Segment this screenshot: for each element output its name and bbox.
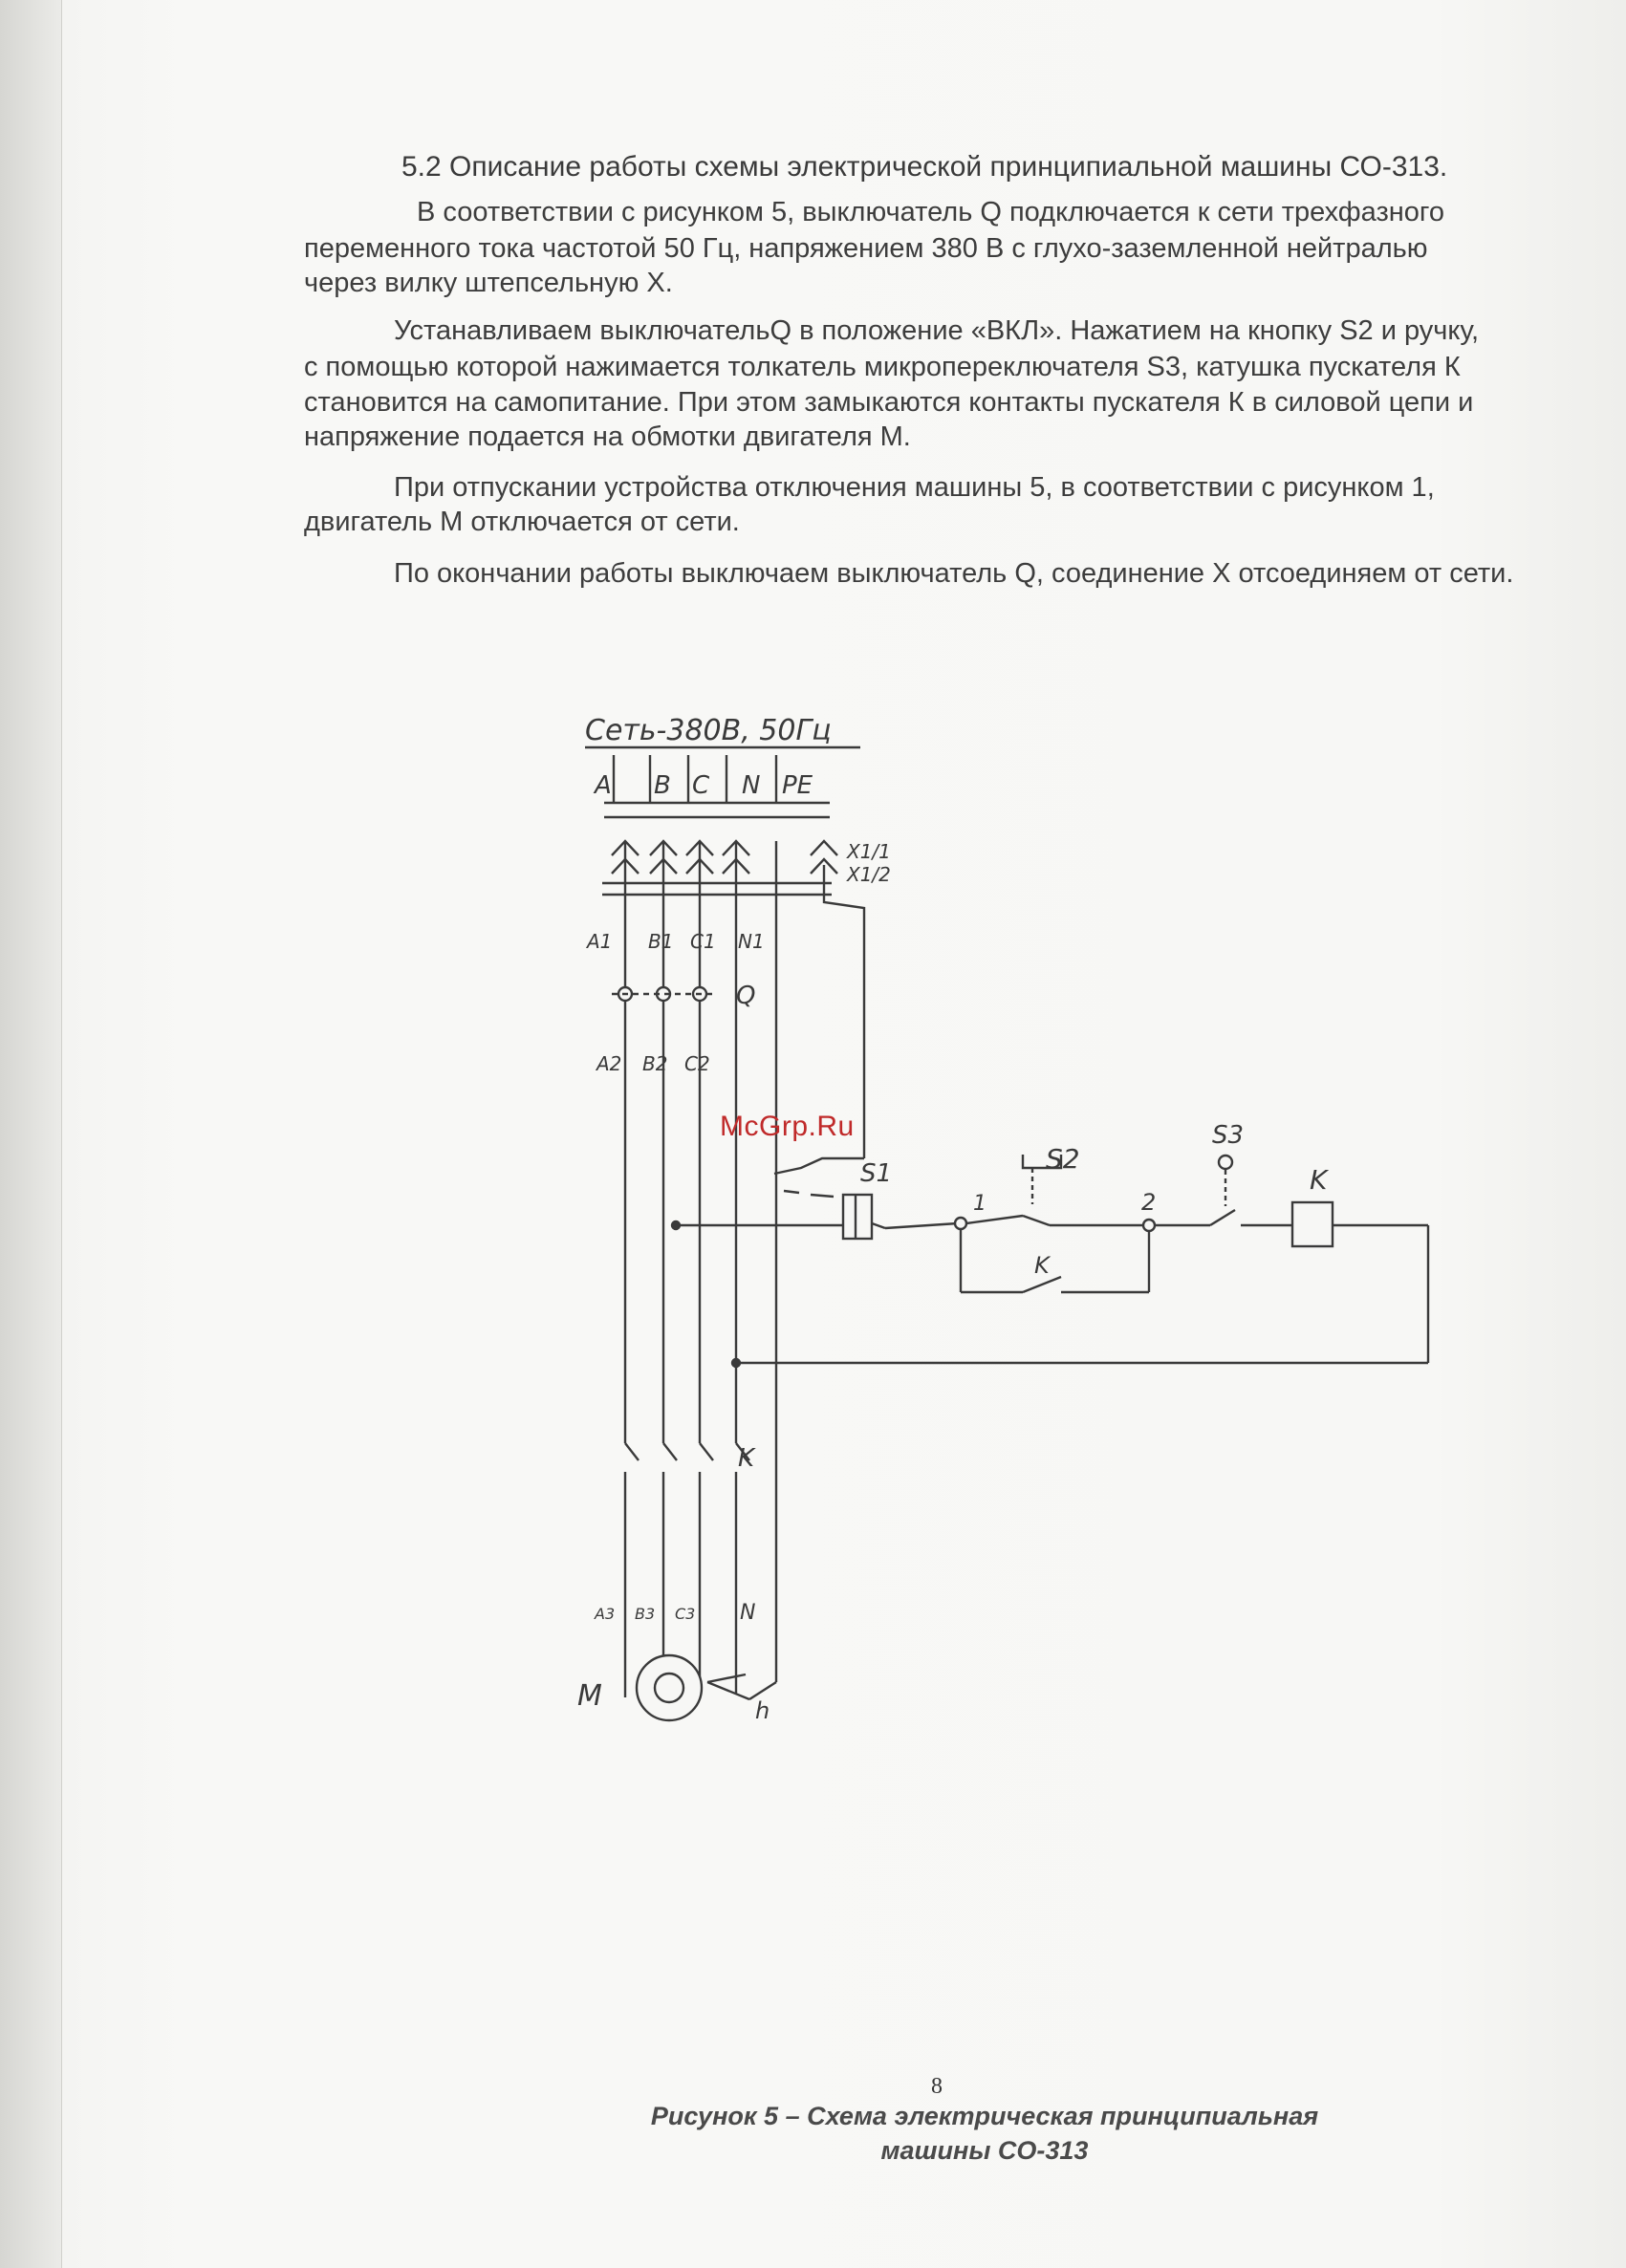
switch-in-label-b1: B1 <box>648 930 674 953</box>
motor-terminal-n: N <box>740 1601 756 1625</box>
motor-label: M <box>577 1679 602 1713</box>
plug-label-1: X1/1 <box>847 840 891 863</box>
contactor-k-label: K <box>738 1444 755 1473</box>
self-hold-k-label: K <box>1034 1252 1050 1279</box>
paragraph-2-line-1: Устанавливаем выключательQ в положение «ВКЛ». Нажатием на кнопку S2 и ручку, <box>394 315 1480 346</box>
switch-in-label-c1: C1 <box>690 930 716 953</box>
caption-line-2: машины СО-313 <box>880 2136 1089 2165</box>
s2-label: S2 <box>1046 1143 1080 1175</box>
s1-label: S1 <box>860 1159 893 1188</box>
watermark-text: McGrp.Ru <box>720 1111 855 1142</box>
switch-in-label-n1: N1 <box>738 930 765 953</box>
paragraph-1-line-2: переменного тока частотой 50 Гц, напряжением 380 В с глухо-заземленной нейтралью <box>304 233 1428 264</box>
phase-label-a: A <box>595 771 612 800</box>
node-2-label: 2 <box>1141 1189 1157 1216</box>
motor-terminal-c3: C3 <box>675 1605 696 1623</box>
coil-k <box>1292 1202 1333 1246</box>
paragraph-2-line-2: с помощью которой нажимается толкатель микропереключателя S3, катушка пускателя К <box>304 352 1461 382</box>
coil-k-label: K <box>1310 1164 1328 1196</box>
s3-microswitch-symbol <box>1155 1156 1292 1225</box>
motor-pe-label: h <box>755 1697 770 1724</box>
plug-connector-symbols <box>612 841 837 874</box>
motor-terminal-a3: A3 <box>595 1605 616 1623</box>
paragraph-3-line-1: При отпускании устройства отключения машины 5, в соответствии с рисунком 1, <box>394 472 1435 503</box>
motor-m-symbol <box>625 1655 776 1720</box>
phase-label-b: B <box>654 771 671 800</box>
switch-out-label-b2: B2 <box>642 1052 668 1075</box>
paragraph-4-line-1: По окончании работы выключаем выключатель Q, соединение X отсоединяем от сети. <box>394 558 1514 589</box>
switch-out-label-c2: C2 <box>684 1052 710 1075</box>
s1-contact-block <box>843 1195 872 1239</box>
switch-in-label-a1: A1 <box>587 930 613 953</box>
paragraph-2-line-3: становится на самопитание. При этом замыкаются контакты пускателя К в силовой цепи и <box>304 387 1474 418</box>
contactor-k-symbol <box>625 1443 749 1663</box>
phase-label-pe: PE <box>782 771 813 800</box>
self-hold-contact-k <box>961 1229 1149 1292</box>
figure-caption <box>617 2099 1353 2168</box>
switch-out-label-a2: A2 <box>596 1052 622 1075</box>
plug-label-2: X1/2 <box>847 863 891 886</box>
caption-line-1: Рисунок 5 – Схема электрическая принципиальная <box>650 2102 1319 2130</box>
supply-label: Сеть-380В, 50Гц <box>585 714 832 747</box>
paragraph-1-line-1: В соответствии с рисунком 5, выключатель Q подключается к сети трехфазного <box>417 197 1444 227</box>
paragraph-3-line-2: двигатель М отключается от сети. <box>304 507 740 537</box>
node-1-label: 1 <box>973 1192 986 1216</box>
paragraph-2-line-4: напряжение подается на обмотки двигателя М. <box>304 421 911 452</box>
s3-label: S3 <box>1212 1121 1245 1150</box>
phase-label-c: C <box>692 771 710 800</box>
node-2-terminal <box>1143 1220 1155 1231</box>
motor-terminal-b3: B3 <box>635 1605 656 1623</box>
phase-label-n: N <box>742 771 761 800</box>
paragraph-1-line-3: через вилку штепсельную X. <box>304 268 673 298</box>
section-heading: 5.2 Описание работы схемы электрической принципиальной машины СО-313. <box>401 151 1448 183</box>
switch-q-label: Q <box>736 982 756 1010</box>
node-1-terminal <box>955 1218 966 1229</box>
page-number: 8 <box>931 2074 943 2099</box>
